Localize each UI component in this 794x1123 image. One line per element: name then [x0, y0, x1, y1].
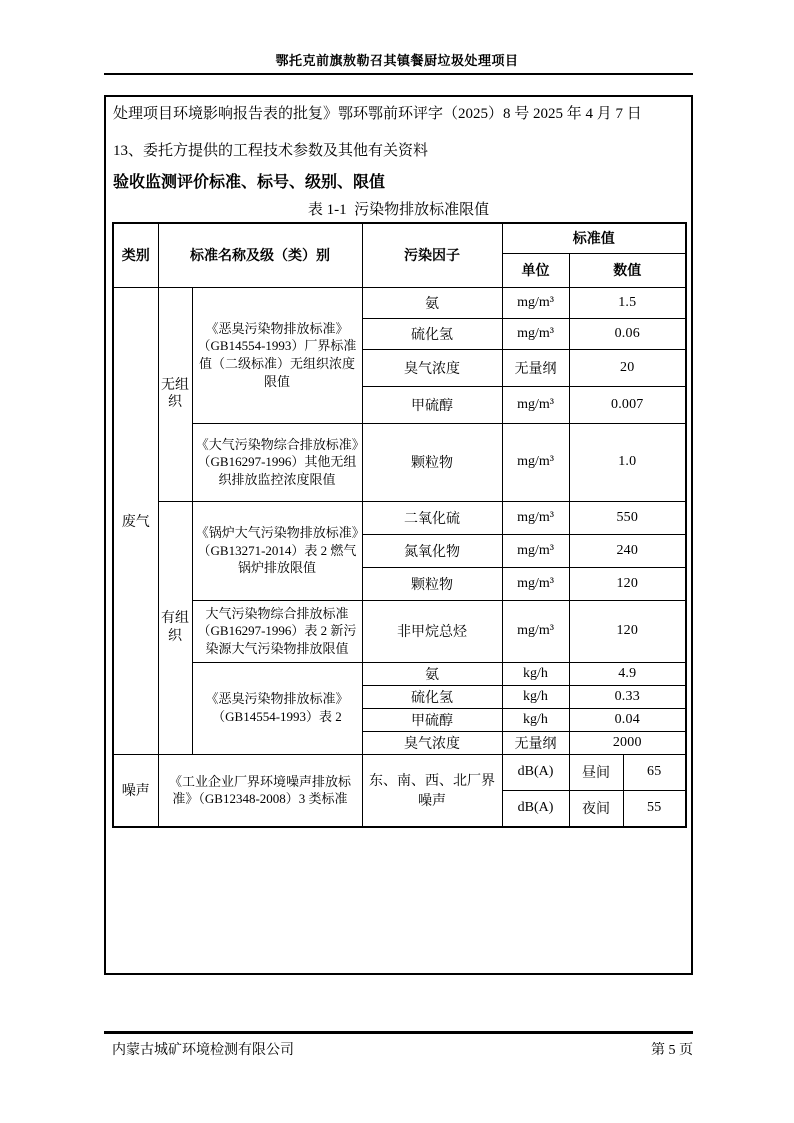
unit-cell: kg/h	[502, 708, 569, 731]
value-cell: 1.0	[569, 423, 686, 501]
factor-cell: 甲硫醇	[362, 386, 502, 423]
factor-cell: 二氧化硫	[362, 501, 502, 534]
standard-cell-air-comprehensive-organized: 大气污染物综合排放标准（GB16297-1996）表 2 新污染源大气污染物排放限值	[192, 600, 362, 662]
factor-cell: 臭气浓度	[362, 349, 502, 386]
unit-cell: mg/m³	[502, 501, 569, 534]
unit-cell: 无量纲	[502, 731, 569, 754]
header-category: 类别	[113, 223, 158, 287]
value-cell: 1.5	[569, 287, 686, 318]
subcategory-cell-unorganized: 无组织	[158, 287, 192, 501]
factor-cell: 硫化氢	[362, 318, 502, 349]
value-cell: 240	[569, 534, 686, 567]
value-cell: 550	[569, 501, 686, 534]
unit-cell: 无量纲	[502, 349, 569, 386]
value-cell: 55	[623, 790, 686, 827]
standard-cell-industrial-noise: 《工业企业厂界环境噪声排放标准》（GB12348-2008）3 类标准	[158, 754, 362, 827]
value-cell: 120	[569, 567, 686, 600]
factor-cell: 臭气浓度	[362, 731, 502, 754]
value-cell: 0.007	[569, 386, 686, 423]
footer-page-number: 第 5 页	[651, 1043, 693, 1058]
unit-cell: mg/m³	[502, 600, 569, 662]
period-cell-night: 夜间	[569, 790, 623, 827]
unit-cell: mg/m³	[502, 287, 569, 318]
unit-cell: mg/m³	[502, 423, 569, 501]
page-header-title: 鄂托克前旗敖勒召其镇餐厨垃圾处理项目	[275, 53, 519, 68]
header-standard-name: 标准名称及级（类）别	[158, 223, 362, 287]
unit-cell: kg/h	[502, 685, 569, 708]
paragraph-item-13: 13、委托方提供的工程技术参数及其他有关资料	[113, 143, 429, 159]
value-cell: 65	[623, 754, 686, 790]
period-cell-day: 昼间	[569, 754, 623, 790]
footer-rule	[104, 1031, 693, 1034]
value-cell: 0.06	[569, 318, 686, 349]
factor-cell: 氨	[362, 662, 502, 685]
paragraph-approval: 处理项目环境影响报告表的批复》鄂环鄂前环评字（2025）8 号 2025 年 4 月 7 日	[113, 106, 642, 122]
factor-cell: 硫化氢	[362, 685, 502, 708]
unit-cell: mg/m³	[502, 318, 569, 349]
value-cell: 20	[569, 349, 686, 386]
value-cell: 4.9	[569, 662, 686, 685]
table-caption: 表 1-1 污染物排放标准限值	[307, 202, 490, 218]
value-cell: 2000	[569, 731, 686, 754]
standard-cell-air-comprehensive-unorganized: 《大气污染物综合排放标准》（GB16297-1996）其他无组织排放监控浓度限值	[192, 423, 362, 501]
unit-cell: kg/h	[502, 662, 569, 685]
factor-cell: 氨	[362, 287, 502, 318]
standard-cell-odor-boundary: 《恶臭污染物排放标准》（GB14554-1993）厂界标准值（二级标准）无组织浓度限值	[192, 287, 362, 423]
standard-cell-boiler: 《锅炉大气污染物排放标准》（GB13271-2014）表 2 燃气锅炉排放限值	[192, 501, 362, 600]
header-factor: 污染因子	[362, 223, 502, 287]
content-frame	[104, 95, 693, 975]
factor-cell: 颗粒物	[362, 567, 502, 600]
value-cell: 120	[569, 600, 686, 662]
unit-cell: mg/m³	[502, 567, 569, 600]
header-rule	[104, 73, 693, 75]
standard-cell-odor-table2: 《恶臭污染物排放标准》（GB14554-1993）表 2	[192, 662, 362, 754]
header-unit: 单位	[502, 253, 569, 287]
factor-cell-boundary-noise: 东、南、西、北厂界噪声	[362, 754, 502, 827]
header-standard-value: 标准值	[502, 223, 686, 253]
header-value: 数值	[569, 253, 686, 287]
factor-cell: 非甲烷总烃	[362, 600, 502, 662]
footer-company: 内蒙古城矿环境检测有限公司	[112, 1043, 294, 1058]
unit-cell: mg/m³	[502, 386, 569, 423]
factor-cell: 甲硫醇	[362, 708, 502, 731]
factor-cell: 氮氧化物	[362, 534, 502, 567]
category-cell-waste-gas: 废气	[113, 287, 158, 754]
value-cell: 0.33	[569, 685, 686, 708]
factor-cell: 颗粒物	[362, 423, 502, 501]
unit-cell: dB(A)	[502, 790, 569, 827]
category-cell-noise: 噪声	[113, 754, 158, 827]
value-cell: 0.04	[569, 708, 686, 731]
unit-cell: dB(A)	[502, 754, 569, 790]
subcategory-cell-organized: 有组织	[158, 501, 192, 754]
unit-cell: mg/m³	[502, 534, 569, 567]
section-heading: 验收监测评价标准、标号、级别、限值	[113, 174, 386, 191]
standards-table	[112, 222, 687, 828]
